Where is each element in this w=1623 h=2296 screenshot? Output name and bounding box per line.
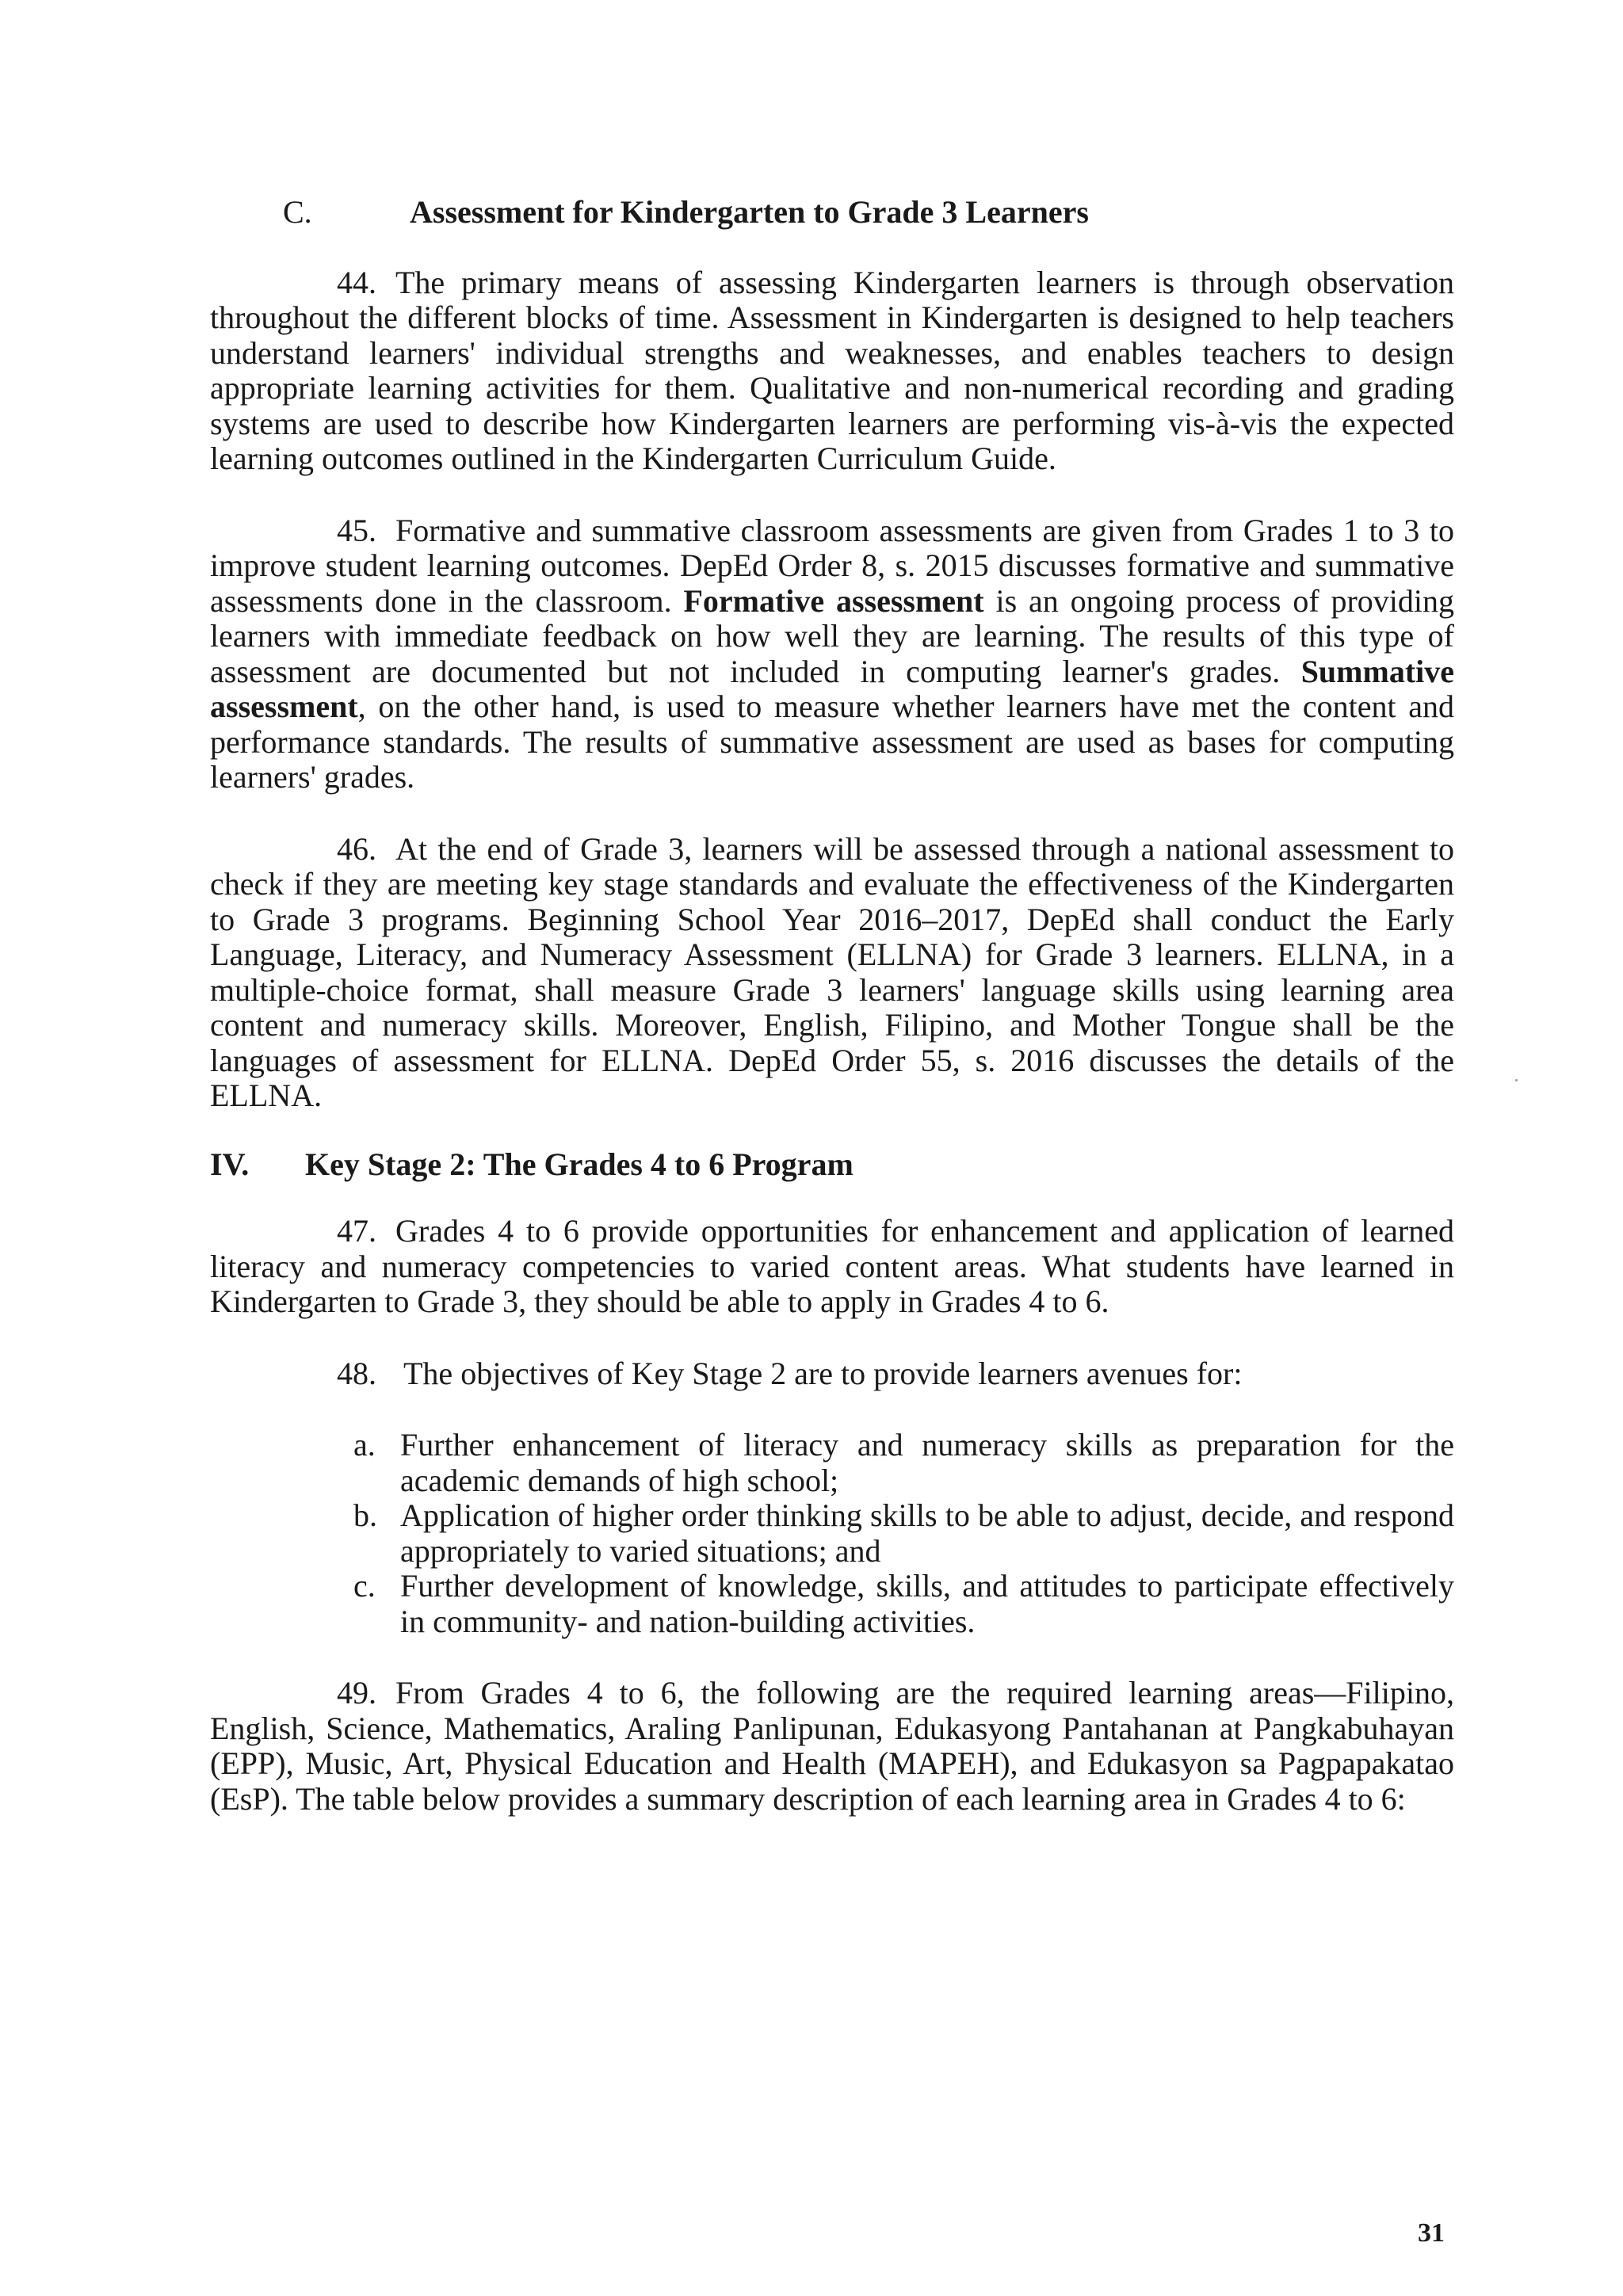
objectives-list	[210, 1428, 1454, 1639]
section-iv-heading	[210, 1147, 1454, 1183]
paragraph-47	[210, 1214, 1454, 1320]
paragraph-number: 48.	[337, 1355, 376, 1391]
paragraph-text: At the end of Grade 3, learners will be assessed through a national assessment to check if they are meeting key stage standards and evaluate the effectiveness of the Kindergarten to Grade 3 programs. Beginning School Year 2016–2017, DepEd shall conduct the Early Language, Literacy, and Numeracy Assessment (ELLNA) for Grade 3 learners. ELLNA, in a multiple-choice format, shall measure Grade 3 learners' language skills using learning area content and numeracy skills. Moreover, English, Filipino, and Mother Tongue shall be the languages of assessment for ELLNA. DepEd Order 55, s. 2016 discusses the details of the ELLNA.	[210, 830, 1454, 1113]
section-c-label: C.	[283, 194, 312, 230]
list-item-text: Further development of knowledge, skills, and attitudes to participate effectively in community- and nation-building activities.	[400, 1568, 1454, 1639]
list-item	[210, 1569, 1454, 1639]
paragraph-number: 46.	[337, 830, 376, 867]
list-item	[210, 1498, 1454, 1569]
paragraph-46	[210, 832, 1454, 1114]
paragraph-text: From Grades 4 to 6, the following are the required learning areas—Filipino, English, Science, Mathematics, Araling Panlipunan, Edukasyong Pantahanan at Pangkabuhayan (EPP), Music, Art, Physical Education and Health (MAPEH), and Edukasyon sa Pagpapakatao (EsP). The table below provides a summary description of each learning area in Grades 4 to 6:	[210, 1675, 1454, 1817]
paragraph-45	[210, 513, 1454, 795]
paragraph-text: The objectives of Key Stage 2 are to provide learners avenues for:	[403, 1355, 1243, 1391]
term-summative-assessment: Summative assessment	[210, 653, 1455, 724]
paragraph-text: Formative and summative classroom assessments are given from Grades 1 to 3 to improve student learning outcomes. DepEd Order 8, s. 2015 discusses formative and summative assessments done in the classroom.	[210, 512, 1454, 619]
paragraph-text: Grades 4 to 6 provide opportunities for enhancement and application of learned literacy and numeracy competencies to varied content areas. What students have learned in Kindergarten to Grade 3, they should be able to apply in Grades 4 to 6.	[210, 1213, 1454, 1319]
paragraph-44	[210, 265, 1454, 477]
paragraph-number: 44.	[337, 264, 376, 300]
section-iv-label: IV.	[210, 1146, 250, 1182]
section-c-heading	[210, 195, 1454, 231]
scan-speck	[1515, 1079, 1518, 1081]
paragraph-number: 47.	[337, 1213, 376, 1249]
page-number: 31	[1418, 2218, 1445, 2248]
list-item-text: Further enhancement of literacy and numeracy skills as preparation for the academic demands of high school;	[400, 1427, 1454, 1498]
paragraph-49	[210, 1676, 1454, 1817]
list-marker: b.	[353, 1497, 377, 1533]
paragraph-text: , on the other hand, is used to measure whether learners have met the content and performance standards. The results of summative assessment are used as bases for computing learners' grades.	[210, 688, 1454, 795]
list-marker: c.	[353, 1568, 376, 1604]
paragraph-text: The primary means of assessing Kindergarten learners is through observation throughout the different blocks of time. Assessment in Kindergarten is designed to help teachers understand learners' individual strengths and weaknesses, and enables teachers to design appropriate learning activities for them. Qualitative and non-numerical recording and grading systems are used to describe how Kindergarten learners are performing vis-à-vis the expected learning outcomes outlined in the Kindergarten Curriculum Guide.	[210, 264, 1454, 476]
paragraph-48	[210, 1356, 1454, 1392]
list-item-text: Application of higher order thinking skills to be able to adjust, decide, and respond appropriately to varied situations; and	[400, 1497, 1454, 1569]
section-iv-title: Key Stage 2: The Grades 4 to 6 Program	[305, 1146, 854, 1182]
list-item	[210, 1428, 1454, 1498]
list-marker: a.	[353, 1427, 376, 1463]
paragraph-number: 49.	[337, 1675, 376, 1711]
term-formative-assessment: Formative assessment	[683, 582, 984, 619]
section-c-title: Assessment for Kindergarten to Grade 3 Learners	[410, 194, 1089, 230]
paragraph-number: 45.	[337, 512, 376, 548]
page-content	[210, 195, 1454, 1817]
paragraph-text: is an ongoing process of providing learners with immediate feedback on how well they are learning. The results of this type of assessment are documented but not included in computing learner's grades.	[210, 582, 1455, 689]
